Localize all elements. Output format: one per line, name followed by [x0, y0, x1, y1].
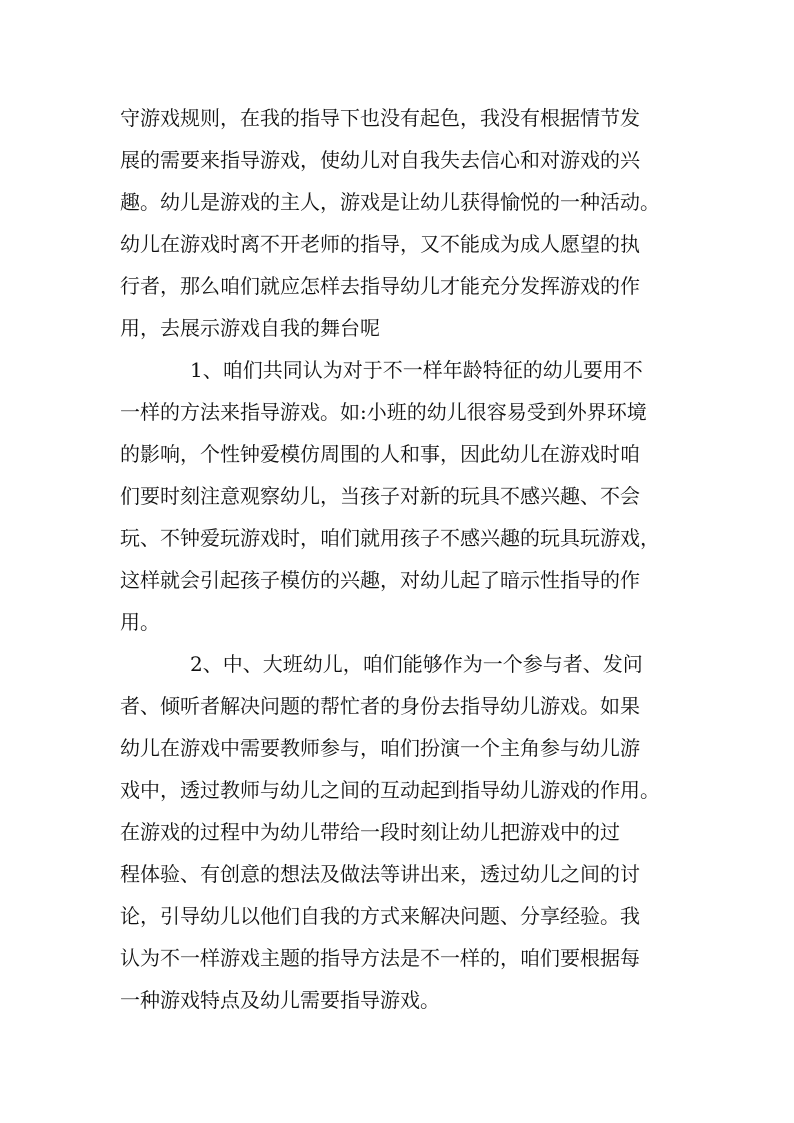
text-line: 戏中，透过教师与幼儿之间的互动起到指导幼儿游戏的作用。: [120, 778, 660, 802]
text-line: 认为不一样游戏主题的指导方法是不一样的，咱们要根据每: [120, 946, 640, 970]
text-line: 论，引导幼儿以他们自我的方式来解决问题、分享经验。我: [120, 904, 640, 928]
text-line: 这样就会引起孩子模仿的兴趣，对幼儿起了暗示性指导的作: [120, 568, 640, 592]
text-line: 行者，那么咱们就应怎样去指导幼儿才能充分发挥游戏的作: [120, 274, 640, 298]
text-line: 用。: [120, 610, 160, 634]
text-line: 者、倾听者解决问题的帮忙者的身份去指导幼儿游戏。如果: [120, 694, 640, 718]
text-line: 玩、不钟爱玩游戏时，咱们就用孩子不感兴趣的玩具玩游戏，: [120, 526, 660, 550]
text-line: 守游戏规则，在我的指导下也没有起色，我没有根据情节发: [120, 106, 640, 130]
text-line: 1、咱们共同认为对于不一样年龄特征的幼儿要用不: [190, 358, 643, 382]
text-line: 们要时刻注意观察幼儿，当孩子对新的玩具不感兴趣、不会: [120, 484, 640, 508]
text-line: 幼儿在游戏时离不开老师的指导，又不能成为成人愿望的执: [120, 232, 640, 256]
text-line: 2、中、大班幼儿，咱们能够作为一个参与者、发问: [190, 652, 643, 676]
text-line: 程体验、有创意的想法及做法等讲出来，透过幼儿之间的讨: [120, 862, 640, 886]
text-line: 一样的方法来指导游戏。如:小班的幼儿很容易受到外界环境: [120, 400, 647, 424]
text-line: 趣。幼儿是游戏的主人，游戏是让幼儿获得愉悦的一种活动。: [120, 190, 660, 214]
text-line: 的影响，个性钟爱模仿周围的人和事，因此幼儿在游戏时咱: [120, 442, 640, 466]
text-line: 一种游戏特点及幼儿需要指导游戏。: [120, 988, 440, 1012]
text-line: 在游戏的过程中为幼儿带给一段时刻让幼儿把游戏中的过: [120, 820, 620, 844]
text-line: 用，去展示游戏自我的舞台呢: [120, 316, 380, 340]
text-line: 幼儿在游戏中需要教师参与，咱们扮演一个主角参与幼儿游: [120, 736, 640, 760]
text-line: 展的需要来指导游戏，使幼儿对自我失去信心和对游戏的兴: [120, 148, 640, 172]
